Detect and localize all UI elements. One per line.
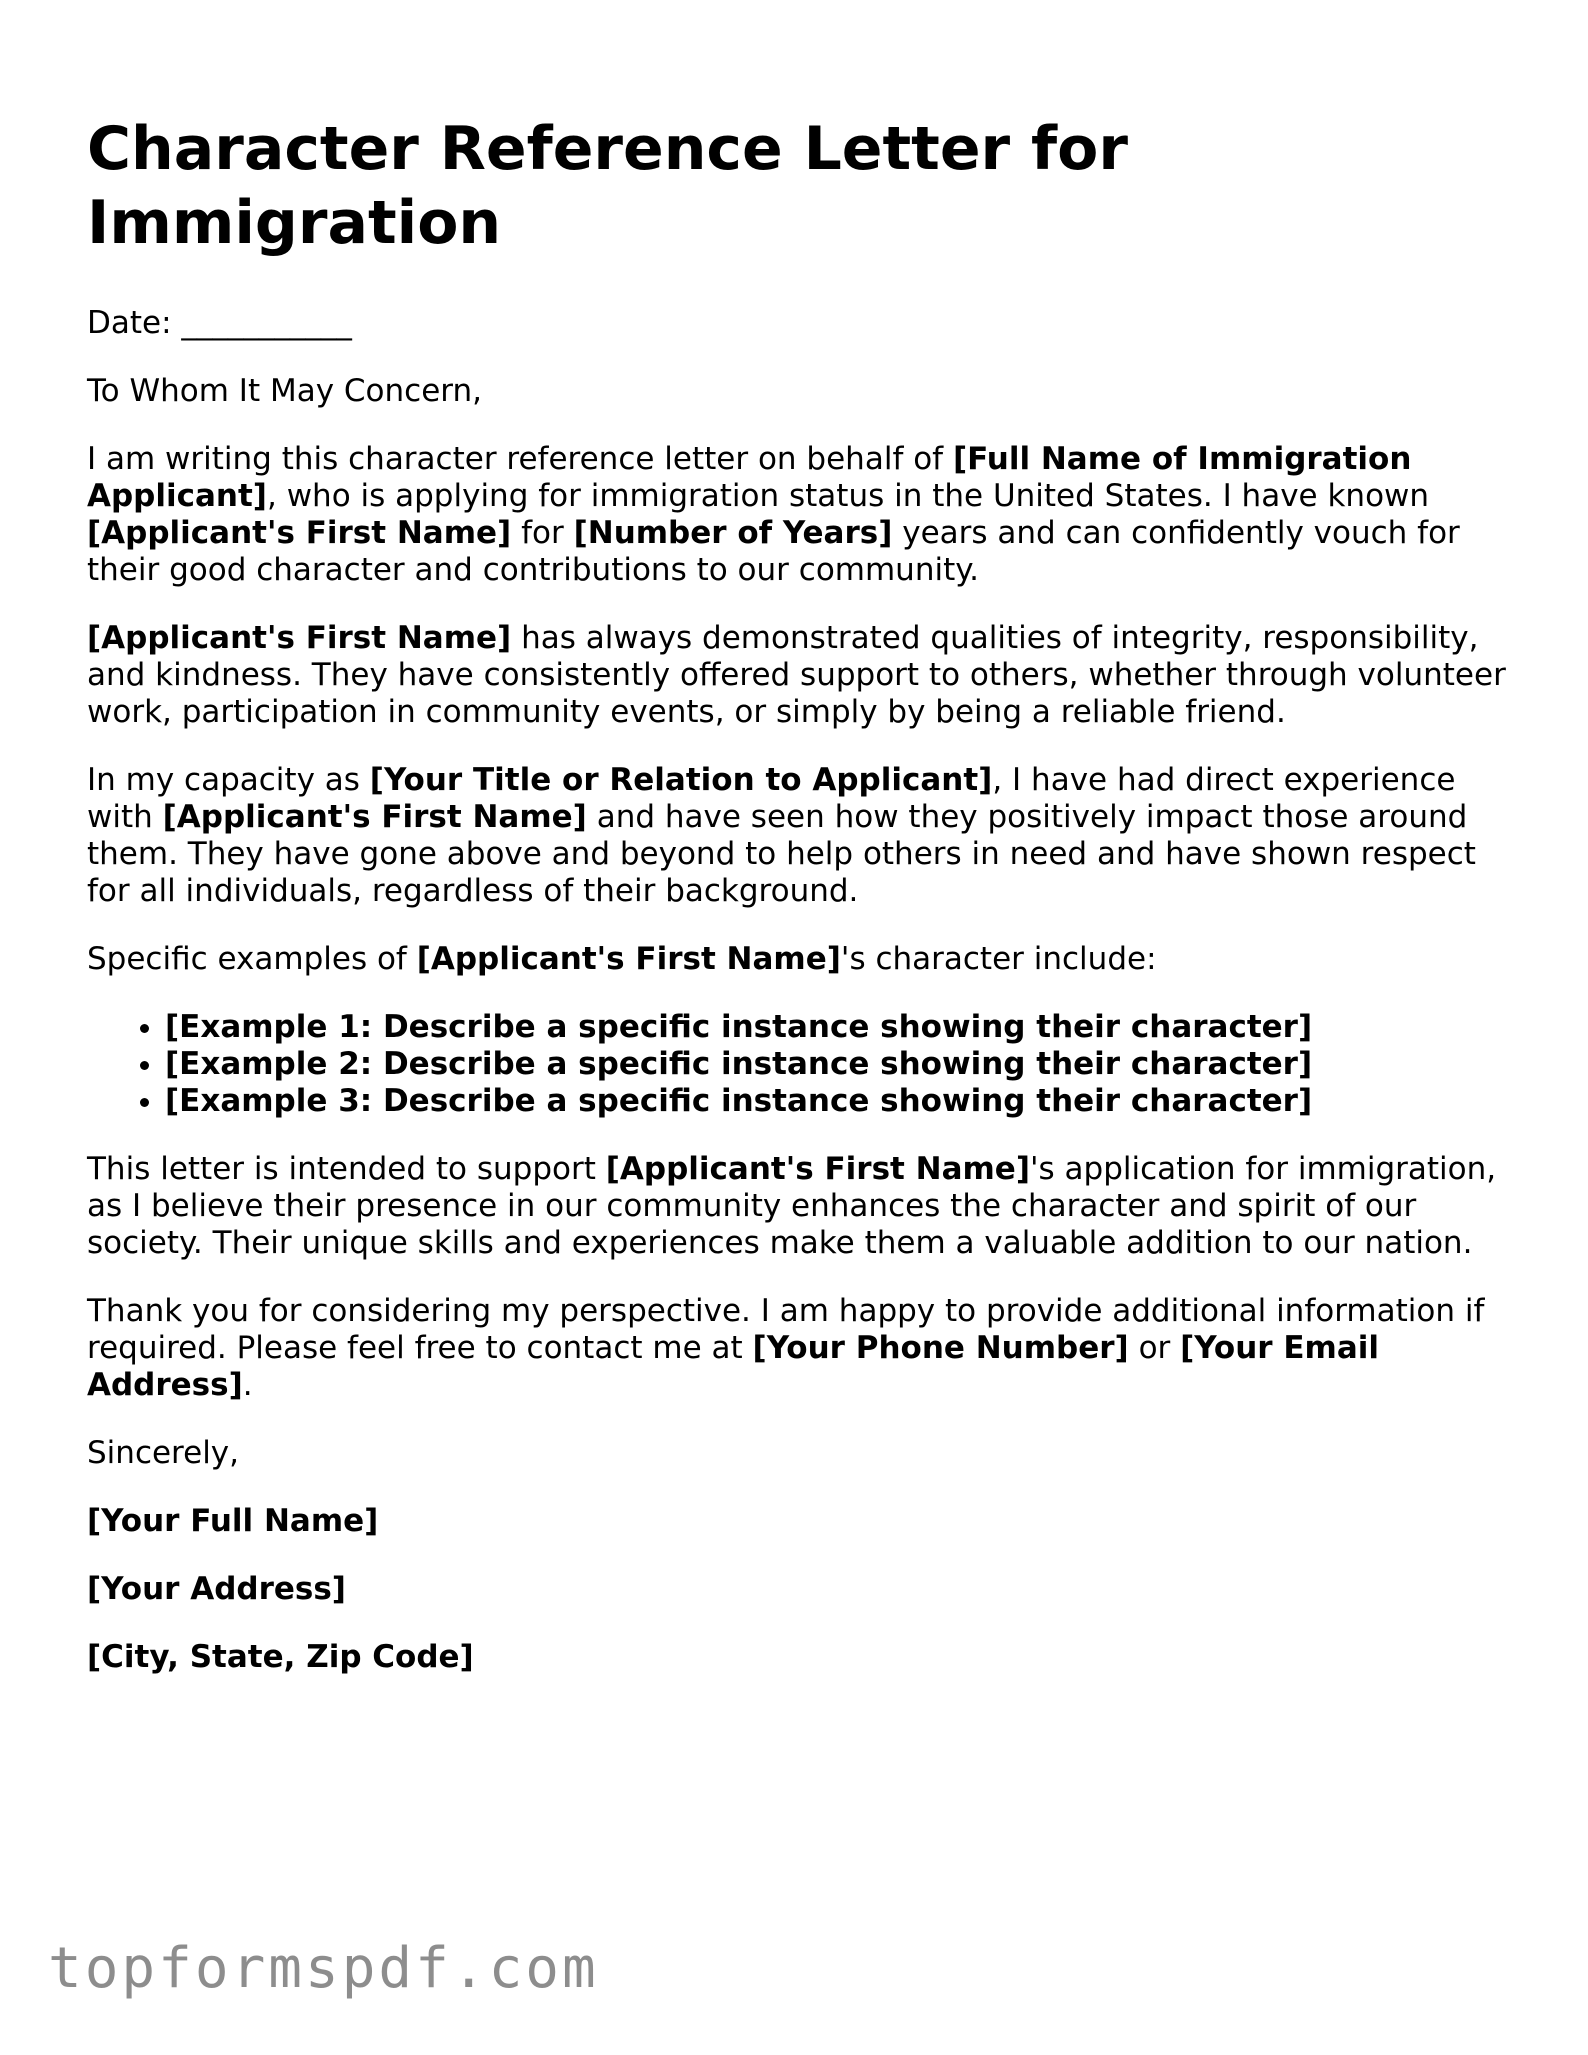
paragraph-qualities <box>87 620 1507 731</box>
list-item: • [Example 2: Describe a specific instance showing their character] <box>165 1046 1507 1083</box>
placeholder-first-name: [Applicant's First Name] <box>87 515 512 551</box>
list-item: • [Example 3: Describe a specific instance showing their character] <box>165 1083 1507 1120</box>
text-segment: In my capacity as <box>87 762 370 798</box>
text-segment: and have seen how they positively impact those around them. They have gone above and beyond to help others in need and have shown respect for all individuals, regardless of their background. <box>87 799 1476 909</box>
date-line <box>87 305 1507 342</box>
text-segment: for <box>511 515 574 551</box>
paragraph-contact <box>87 1293 1507 1404</box>
paragraph-capacity <box>87 762 1507 910</box>
text-segment: 's character include: <box>840 941 1157 977</box>
date-blank: ___________ <box>181 305 352 341</box>
text-segment: 's application for immigration, as I believe their presence in our community enhances the character and spirit of our society. Their unique skills and experiences make them a valuable addition to our nation. <box>87 1151 1497 1261</box>
text-segment: or <box>1128 1330 1181 1366</box>
placeholder-first-name: [Applicant's First Name] <box>416 941 841 977</box>
date-label: Date: <box>87 305 172 341</box>
paragraph-intro <box>87 441 1507 589</box>
letter-page <box>87 112 1507 1707</box>
placeholder-your-name: [Your Full Name] <box>87 1503 379 1539</box>
paragraph-support <box>87 1151 1507 1262</box>
text-segment: Specific examples of <box>87 941 417 977</box>
salutation: To Whom It May Concern, <box>87 373 482 409</box>
signature-name <box>87 1503 1507 1540</box>
placeholder-title-relation: [Your Title or Relation to Applicant] <box>369 762 993 798</box>
placeholder-phone: [Your Phone Number] <box>752 1330 1129 1366</box>
text-segment: , who is applying for immigration status in the United States. I have known <box>266 478 1430 514</box>
placeholder-first-name: [Applicant's First Name] <box>87 620 512 656</box>
signature-city <box>87 1639 1507 1676</box>
text-segment: years and can confidently vouch for their good character and contributions to our community. <box>87 515 1460 588</box>
page-title: Character Reference Letter for Immigration <box>87 114 1128 258</box>
placeholder-years: [Number of Years] <box>573 515 893 551</box>
placeholder-city-state-zip: [City, State, Zip Code] <box>87 1639 474 1675</box>
text-segment: , I have had direct experience with <box>87 762 1456 835</box>
signature-address <box>87 1571 1507 1608</box>
paragraph-examples-intro <box>87 941 1507 978</box>
text-segment: This letter is intended to support <box>87 1151 606 1187</box>
placeholder-full-name: [Full Name of Immigration Applicant] <box>87 441 1412 514</box>
text-segment: I am writing this character reference letter on behalf of <box>87 441 953 477</box>
watermark: topformspdf.com <box>48 1936 599 2001</box>
placeholder-first-name: [Applicant's First Name] <box>605 1151 1030 1187</box>
text-segment: . <box>242 1367 253 1403</box>
text-segment: Thank you for considering my perspective. I am happy to provide additional information if required. Please feel free to contact me at <box>87 1293 1485 1366</box>
placeholder-first-name: [Applicant's First Name] <box>162 799 587 835</box>
placeholder-email: [Your Email Address] <box>87 1330 1380 1403</box>
list-item: • [Example 1: Describe a specific instance showing their character] <box>165 1009 1507 1046</box>
closing: Sincerely, <box>87 1435 240 1471</box>
placeholder-your-address: [Your Address] <box>87 1571 346 1607</box>
examples-list <box>87 1009 1507 1120</box>
text-segment: has always demonstrated qualities of integrity, responsibility, and kindness. They have consistently offered support to others, whether through volunteer work, participation in community events, or simply by being a reliable friend. <box>87 620 1506 730</box>
